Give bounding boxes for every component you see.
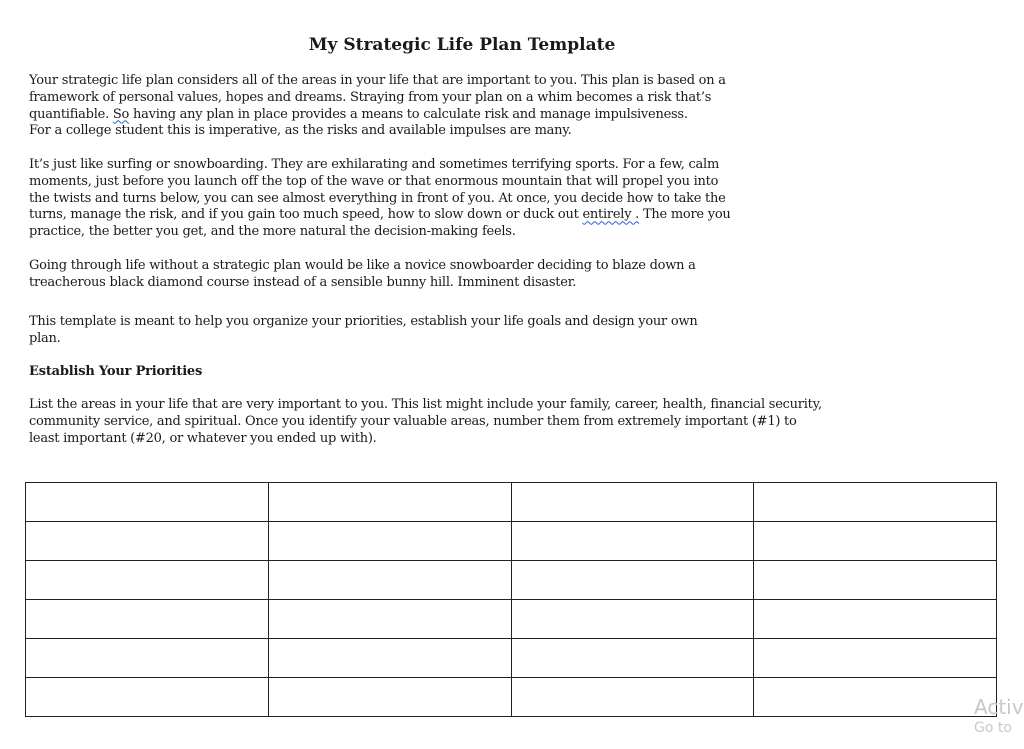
table-cell[interactable] [754, 600, 997, 639]
intro-paragraph [29, 73, 726, 140]
table-row [26, 639, 997, 678]
paragraph-line: For a college student this is imperative, as the risks and available impulses are many. [29, 123, 572, 139]
paragraph-line: Your strategic life plan considers all of the areas in your life that are important to you. This plan is based on a [29, 73, 726, 88]
table-row [26, 561, 997, 600]
section-heading-priorities: Establish Your Priorities [29, 364, 203, 379]
paragraph-line: moments, just before you launch off the top of the wave or that enormous mountain that will propel you into [29, 173, 719, 189]
table-cell[interactable] [511, 639, 754, 678]
activation-watermark [974, 697, 1024, 735]
table-cell[interactable] [26, 600, 269, 639]
table-cell[interactable] [26, 678, 269, 717]
paragraph-line: treacherous black diamond course instead of a sensible bunny hill. Imminent disaster. [29, 274, 577, 290]
table-cell[interactable] [754, 639, 997, 678]
paragraph-line: the twists and turns below, you can see almost everything in front of you. At once, you decide how to take the [29, 190, 726, 206]
snowboarder-paragraph [29, 258, 696, 292]
paragraph-line: This template is meant to help you organize your priorities, establish your life goals and design your own [29, 314, 698, 329]
table-cell[interactable] [511, 522, 754, 561]
table-row [26, 600, 997, 639]
paragraph-line: framework of personal values, hopes and dreams. Straying from your plan on a whim becomes a risk that’s [29, 89, 712, 105]
paragraph-line: quantifiable. So having any plan in place provides a means to calculate risk and manage impulsiveness. [29, 106, 688, 122]
table-cell[interactable] [754, 522, 997, 561]
table-row [26, 678, 997, 717]
spellcheck-underline: So [112, 106, 130, 122]
table-cell[interactable] [268, 678, 511, 717]
table-cell[interactable] [26, 639, 269, 678]
watermark-line: Go to [974, 720, 1012, 736]
table-cell[interactable] [754, 678, 997, 717]
paragraph-line: plan. [29, 330, 61, 346]
priorities-paragraph [29, 397, 822, 447]
table-row [26, 483, 997, 522]
table-cell[interactable] [268, 483, 511, 522]
table-cell[interactable] [268, 522, 511, 561]
document-title: My Strategic Life Plan Template [308, 35, 616, 55]
table-cell[interactable] [754, 561, 997, 600]
watermark-line: Activ [974, 695, 1024, 719]
paragraph-line: practice, the better you get, and the more natural the decision-making feels. [29, 224, 516, 240]
table-cell[interactable] [511, 600, 754, 639]
template-purpose-paragraph [29, 314, 697, 348]
table-row [26, 522, 997, 561]
table-cell[interactable] [268, 561, 511, 600]
paragraph-line: community service, and spiritual. Once you identify your valuable areas, number them from extremely important (#1) to [29, 413, 797, 429]
paragraph-line: It’s just like surfing or snowboarding. They are exhilarating and sometimes terrifying sports. For a few, calm [29, 157, 720, 172]
table-cell[interactable] [268, 600, 511, 639]
paragraph-line: List the areas in your life that are very important to you. This list might include your family, career, health, financial security, [29, 397, 822, 412]
table-cell[interactable] [511, 483, 754, 522]
paragraph-line: turns, manage the risk, and if you gain too much speed, how to slow down or duck out entirely . The more you [29, 207, 731, 223]
surfing-paragraph [29, 157, 731, 241]
paragraph-line: least important (#20, or whatever you ended up with). [29, 430, 377, 446]
table-cell[interactable] [268, 639, 511, 678]
paragraph-line: Going through life without a strategic plan would be like a novice snowboarder deciding to blaze down a [29, 258, 696, 273]
table-cell[interactable] [26, 561, 269, 600]
table-cell[interactable] [754, 483, 997, 522]
table-cell[interactable] [511, 678, 754, 717]
table-cell[interactable] [26, 522, 269, 561]
priorities-table [25, 482, 997, 717]
spellcheck-underline: entirely . [582, 207, 640, 223]
table-cell[interactable] [511, 561, 754, 600]
table-cell[interactable] [26, 483, 269, 522]
